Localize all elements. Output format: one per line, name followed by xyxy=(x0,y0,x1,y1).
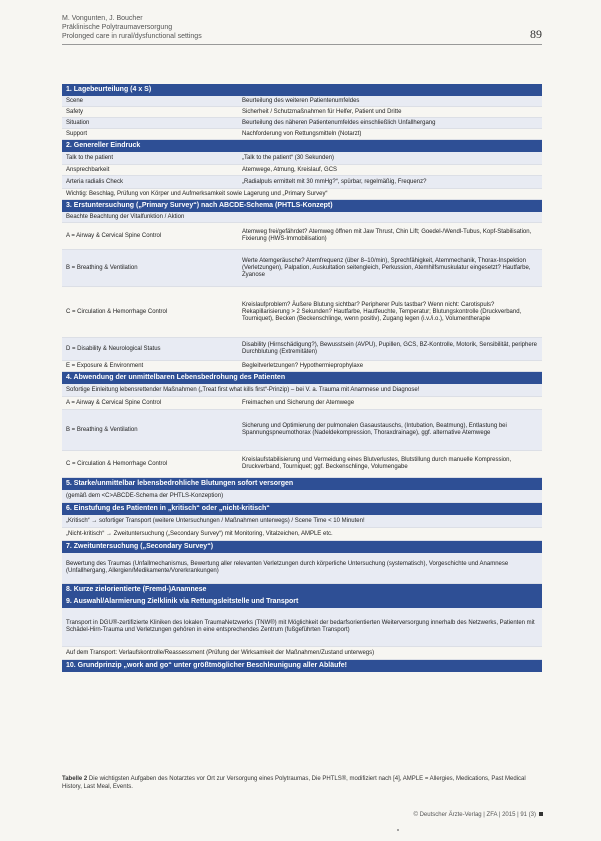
row-label: D = Disability & Neurological Status xyxy=(66,345,161,352)
caption-label: Tabelle 2 xyxy=(62,776,88,782)
row-description: Sicherung und Optimierung der pulmonalen Gasaustauschs, (Intubation, Beatmung), Entlastung bei Spannungspneumothorax (Nadeldekompression, Thoraxdrainage), ggf. alternative Atemwege xyxy=(242,423,507,436)
row-label: E = Exposure & Environment xyxy=(66,362,144,369)
row-description: Begleitverletzungen? Hypothermieprophylaxe xyxy=(242,362,364,369)
row-description: Werte Atemgeräusche? Atemfrequenz (über 8–10/min), Sprechfähigkeit, Atemmechanik, Thorax-Inspektion (Verletzungen), Palpation, Auskultation seitengleich, Perkussion, Atemhilfsmuskulatur eingesetzt? Hautfarbe, Zyanose xyxy=(242,257,531,278)
row-label: „Kritisch“ → sofortiger Transport (weitere Untersuchungen / Maßnahmen unterwegs) / Scene Time < 10 Minuten! xyxy=(66,517,365,524)
table-row xyxy=(62,451,542,478)
author-line: M. Vongunten, J. Boucher xyxy=(62,15,143,22)
table-row xyxy=(62,647,542,660)
row-label: Situation xyxy=(66,119,90,126)
section-header: 3. Erstuntersuchung („Primary Survey“) nach ABCDE-Schema (PHTLS-Konzept) xyxy=(62,200,542,212)
row-description: Kreislaufproblem? Äußere Blutung sichtbar? Peripherer Puls tastbar? Wenn nicht: Carotispuls? Rekapillarisierung > 2 Sekunden? Hautfarbe, Hautfeuchte, Temperatur; Blutungskontrolle (Druckverband, Tourniquet), Becken (Beckenschlinge, wenn positiv), Zugang legen (i.v./i.o.), Volumentherapie xyxy=(242,301,522,322)
table-row xyxy=(62,553,542,584)
section-header: 5. Starke/unmittelbar lebensbedrohliche Blutungen sofort versorgen xyxy=(62,478,542,490)
caption-text: Die wichtigsten Aufgaben des Notarztes vor Ort zur Versorgung eines Polytraumas, Die PHTLS®, modifiziert nach [4], AMPLE = Allergies, Medications, Past Medical History, Last Meal, Events. xyxy=(62,776,526,790)
guidelines-table xyxy=(62,84,542,672)
table-caption xyxy=(62,775,542,791)
row-label: Scene xyxy=(66,97,84,104)
section-header: 2. Genereller Eindruck xyxy=(62,140,542,152)
section-header: 4. Abwendung der unmittelbaren Lebensbedrohung des Patienten xyxy=(62,372,542,384)
row-label: (gemäß dem <C>ABCDE-Schema der PHTLS-Konzeption) xyxy=(66,492,224,499)
row-label: Beachte Beachtung der Vitalfunktion / Aktion xyxy=(66,213,185,220)
row-label: Wichtig: Beschlag, Prüfung von Körper und Aufmerksamkeit sowie Lagerung und „Primary Survey“ xyxy=(66,190,328,197)
header-rule xyxy=(62,44,542,45)
row-label: Transport in DGU®-zertifizierte Kliniken des lokalen TraumaNetzwerks (TNW®) mit Möglichkeit der bedarfsorientierten Weiterversorgung innerhalb des Netzwerks, Patienten mit Schädel-Hirn-Trauma und Verletzungen gehören in eine entsprechendes Zentrum (fußgeführten Transport) xyxy=(66,620,535,633)
section-header: 6. Einstufung des Patienten in „kritisch“ oder „nicht-kritisch“ xyxy=(62,503,542,515)
section-header: 8. Kurze zielorientierte (Fremd-)Anamnese xyxy=(62,584,542,596)
page-header xyxy=(62,14,542,41)
table-row xyxy=(62,165,542,176)
row-description: Disability (Hirnschädigung?), Bewusstsein (AVPU), Pupillen, GCS, BZ-Kontrolle, Motorik, Sensibilität, periphere Durchblutung (Extremitäten) xyxy=(242,342,538,355)
table-row xyxy=(62,189,542,200)
page-number: 89 xyxy=(530,27,542,41)
row-label: B = Breathing & Ventilation xyxy=(66,426,138,433)
row-description: Beurteilung des weiteren Patientenumfeldes xyxy=(242,97,360,104)
row-label: B = Breathing & Ventilation xyxy=(66,264,138,271)
footer-square-icon xyxy=(539,812,543,816)
row-description: „Radialpuls ermittelt mit 30 mmHg?“, spürbar, regelmäßig, Frequenz? xyxy=(242,178,427,185)
footer-text: © Deutscher Ärzte-Verlag | ZFA | 2015 | 91 (3) xyxy=(413,812,536,818)
subtitle-line-2: Prolonged care in rural/dysfunctional settings xyxy=(62,33,202,40)
row-label: Ansprechbarkeit xyxy=(66,166,110,173)
row-label: C = Circulation & Hemorrhage Control xyxy=(66,308,168,315)
table-row xyxy=(62,361,542,372)
section-header: 9. Auswahl/Alarmierung Zielklinik via Rettungsleitstelle und Transport xyxy=(62,596,542,608)
row-description: Freimachen und Sicherung der Atemwege xyxy=(242,399,355,406)
row-description: Kreislaufstabilisierung und Vermeidung eines Blutverlustes, Blutstillung durch manuelle Kompression, Druckverband, Tourniquet; ggf. Beckenschlinge, Volumengabe xyxy=(242,457,512,470)
row-label: A = Airway & Cervical Spine Control xyxy=(66,232,162,239)
row-label: A = Airway & Cervical Spine Control xyxy=(66,399,162,406)
row-label: Support xyxy=(66,130,88,137)
table-row xyxy=(62,152,542,165)
table-row xyxy=(62,107,542,118)
table-row xyxy=(62,250,542,287)
table-row xyxy=(62,397,542,410)
row-label: C = Circulation & Hemorrhage Control xyxy=(66,460,168,467)
row-label: Talk to the patient xyxy=(66,154,114,161)
row-description: Nachforderung von Rettungsmitteln (Notarzt) xyxy=(242,130,362,137)
table-row xyxy=(62,528,542,541)
row-description: Atemweg frei/gefährdet? Atemweg öffnen mit Jaw Thrust, Chin Lift; Goedel-/Wendl-Tubus, Kopf-Stabilisation, Fixierung (HWS-Immobilisation) xyxy=(242,229,532,242)
section-header: 10. Grundprinzip „work and go“ unter größtmöglicher Beschleunigung aller Abläufe! xyxy=(62,660,542,672)
row-label: Auf dem Transport: Verlaufskontrolle/Reassessment (Prüfung der Wirksamkeit der Maßnahmen/Zustand unterwegs) xyxy=(66,649,375,656)
table-row xyxy=(62,490,542,503)
row-label: Arteria radialis Check xyxy=(66,178,124,185)
table-row xyxy=(62,287,542,338)
row-label: Bewertung des Traumas (Unfallmechanismus, Bewertung aller relevanten Verletzungen durch körperliche Untersuchung (systematisch), Vorgeschichte und Anamnese (Unfallhergang, Allergien/Medikamente/Vorerkrankungen) xyxy=(66,561,509,574)
table-row xyxy=(62,515,542,528)
table-row xyxy=(62,212,542,223)
subtitle-line: Präklinische Polytraumaversorgung xyxy=(62,24,173,31)
page-footer xyxy=(414,812,543,818)
section-header: 7. Zweituntersuchung („Secondary Survey“) xyxy=(62,541,542,553)
row-label: „Nicht-kritisch“ → Zweituntersuchung („Secondary Survey“) mit Monitoring, Vitalzeichen, AMPLE etc. xyxy=(66,530,333,537)
row-description: „Talk to the patient“ (30 Sekunden) xyxy=(242,154,335,161)
table-row xyxy=(62,129,542,140)
row-description: Beurteilung des näheren Patientenumfeldes einschließlich Unfallhergang xyxy=(242,119,436,126)
table-row xyxy=(62,384,542,397)
row-label: Safety xyxy=(66,108,84,115)
table-row xyxy=(62,118,542,129)
page-dot xyxy=(397,829,399,831)
row-description: Sicherheit / Schutzmaßnahmen für Helfer, Patient und Dritte xyxy=(242,108,402,115)
table-row xyxy=(62,410,542,451)
table-row xyxy=(62,223,542,250)
row-description: Atemwege, Atmung, Kreislauf, GCS xyxy=(242,166,338,173)
table-row xyxy=(62,608,542,647)
table-row xyxy=(62,96,542,107)
row-label: Sofortige Einleitung lebensrettender Maßnahmen („Treat first what kills first“-Prinzip) – bei V. a. Trauma mit Anamnese und Diagnose! xyxy=(66,386,420,393)
table-row xyxy=(62,176,542,189)
table-row xyxy=(62,338,542,361)
section-header: 1. Lagebeurteilung (4 x S) xyxy=(62,84,542,96)
